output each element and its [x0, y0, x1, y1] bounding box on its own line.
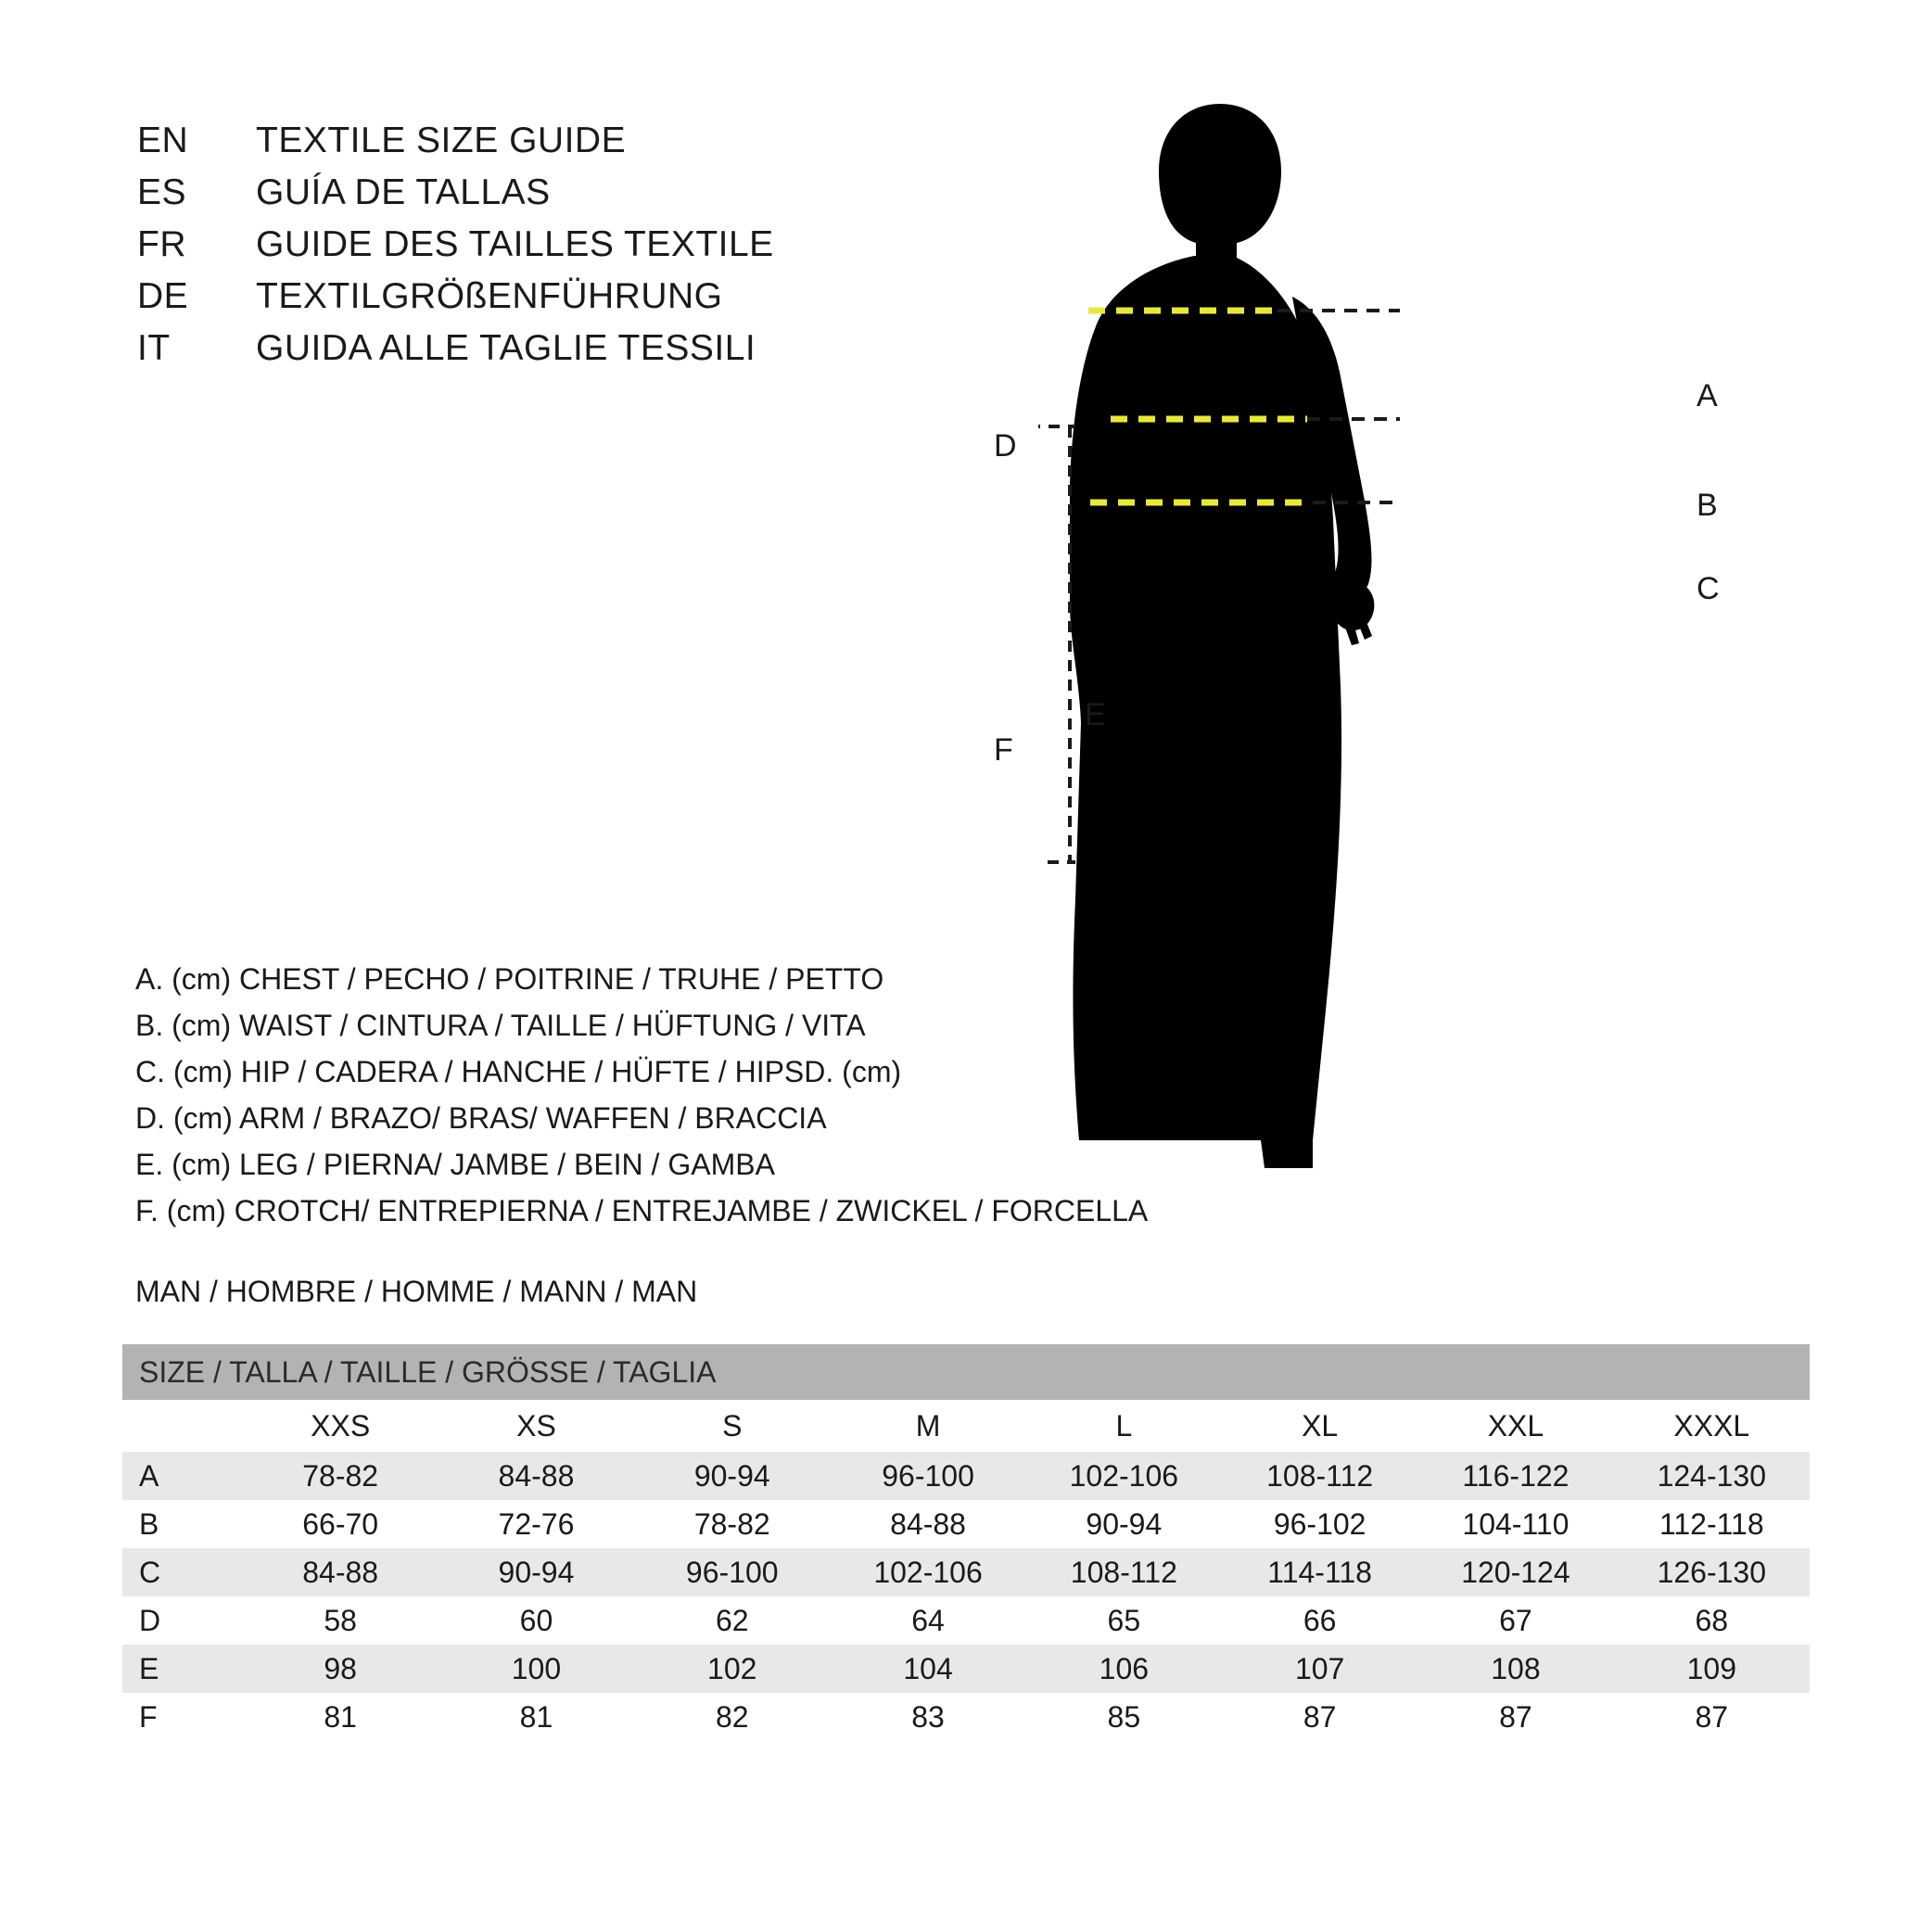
cell: 84-88: [243, 1548, 439, 1596]
cell: 106: [1026, 1645, 1222, 1693]
cell: 112-118: [1614, 1500, 1810, 1548]
language-title: GUÍA DE TALLAS: [256, 172, 551, 212]
row-label-e: E: [122, 1645, 243, 1693]
legend-item-d: D. (cm) ARM / BRAZO/ BRAS/ WAFFEN / BRACCIA: [135, 1101, 827, 1135]
cell: 60: [439, 1596, 634, 1645]
cell: 124-130: [1614, 1452, 1810, 1500]
dimension-label-f: F: [994, 732, 1013, 768]
cell: 90-94: [634, 1452, 830, 1500]
cell: 87: [1614, 1693, 1810, 1741]
legend-item-a: A. (cm) CHEST / PECHO / POITRINE / TRUHE / PETTO: [135, 962, 884, 996]
legend-item-f: F. (cm) CROTCH/ ENTREPIERNA / ENTREJAMBE / ZWICKEL / FORCELLA: [135, 1194, 1149, 1227]
cell: 64: [830, 1596, 1025, 1645]
cell: 83: [830, 1693, 1025, 1741]
cell: 81: [439, 1693, 634, 1741]
cell: 108: [1417, 1645, 1613, 1693]
language-row: [137, 224, 972, 276]
cell: 104: [830, 1645, 1025, 1693]
dimension-label-b: B: [1697, 488, 1718, 523]
cell: 84-88: [439, 1452, 634, 1500]
cell: 90-94: [439, 1548, 634, 1596]
cell: 87: [1222, 1693, 1417, 1741]
cell: 78-82: [243, 1452, 439, 1500]
cell: 90-94: [1026, 1500, 1222, 1548]
column-header-l: L: [1026, 1400, 1222, 1452]
cell: 100: [439, 1645, 634, 1693]
cell: 126-130: [1614, 1548, 1810, 1596]
language-title: GUIDE DES TAILLES TEXTILE: [256, 224, 774, 264]
cell: 120-124: [1417, 1548, 1613, 1596]
table-row: [122, 1596, 1810, 1645]
cell: 109: [1614, 1645, 1810, 1693]
dimension-label-d: D: [994, 428, 1017, 464]
row-label-b: B: [122, 1500, 243, 1548]
cell: 87: [1417, 1693, 1613, 1741]
cell: 102-106: [830, 1548, 1025, 1596]
cell: 82: [634, 1693, 830, 1741]
language-title: TEXTILE SIZE GUIDE: [256, 121, 627, 160]
table-title: SIZE / TALLA / TAILLE / GRÖSSE / TAGLIA: [122, 1344, 1810, 1400]
table-row: [122, 1548, 1810, 1596]
cell: 108-112: [1026, 1548, 1222, 1596]
cell: 104-110: [1417, 1500, 1613, 1548]
table-row: [122, 1452, 1810, 1500]
column-header-xxxl: XXXL: [1614, 1400, 1810, 1452]
language-code: DE: [137, 276, 189, 316]
cell: 65: [1026, 1596, 1222, 1645]
cell: 108-112: [1222, 1452, 1417, 1500]
cell: 68: [1614, 1596, 1810, 1645]
cell: 102-106: [1026, 1452, 1222, 1500]
language-title: GUIDA ALLE TAGLIE TESSILI: [256, 328, 756, 368]
dimension-label-c: C: [1697, 571, 1720, 606]
silhouette-shape: [1070, 104, 1374, 1168]
cell: 96-100: [634, 1548, 830, 1596]
column-header-xxs: XXS: [243, 1400, 439, 1452]
legend-item-c: C. (cm) HIP / CADERA / HANCHE / HÜFTE / HIPSD. (cm): [135, 1055, 902, 1088]
cell: 84-88: [830, 1500, 1025, 1548]
measurement-diagram: [994, 83, 1826, 1214]
cell: 81: [243, 1693, 439, 1741]
language-code: FR: [137, 224, 186, 264]
cell: 116-122: [1417, 1452, 1613, 1500]
cell: 58: [243, 1596, 439, 1645]
table-title-row: [122, 1344, 1810, 1400]
cell: 62: [634, 1596, 830, 1645]
row-label-f: F: [122, 1693, 243, 1741]
cell: 114-118: [1222, 1548, 1417, 1596]
table-row: [122, 1500, 1810, 1548]
column-header-m: M: [830, 1400, 1025, 1452]
table-row: [122, 1693, 1810, 1741]
cell: 78-82: [634, 1500, 830, 1548]
column-header-xs: XS: [439, 1400, 634, 1452]
dimension-e-bracket: [1038, 426, 1075, 862]
column-header-xxl: XXL: [1417, 1400, 1613, 1452]
cell: 102: [634, 1645, 830, 1693]
cell: 67: [1417, 1596, 1613, 1645]
language-title-list: [137, 121, 972, 380]
table-row: [122, 1645, 1810, 1693]
column-header-xl: XL: [1222, 1400, 1417, 1452]
cell: 85: [1026, 1693, 1222, 1741]
cell: 96-102: [1222, 1500, 1417, 1548]
language-row: [137, 172, 972, 224]
legend-item-e: E. (cm) LEG / PIERNA/ JAMBE / BEIN / GAMBA: [135, 1148, 775, 1181]
language-code: IT: [137, 328, 171, 368]
row-label-c: C: [122, 1548, 243, 1596]
column-header-s: S: [634, 1400, 830, 1452]
table-header-row: [122, 1400, 1810, 1452]
cell: 66-70: [243, 1500, 439, 1548]
language-row: [137, 328, 972, 380]
dimension-label-a: A: [1697, 378, 1718, 413]
row-label-d: D: [122, 1596, 243, 1645]
language-code: EN: [137, 121, 189, 160]
cell: 107: [1222, 1645, 1417, 1693]
row-label-a: A: [122, 1452, 243, 1500]
table-corner-cell: [122, 1400, 243, 1452]
language-title: TEXTILGRÖßENFÜHRUNG: [256, 276, 723, 316]
cell: 72-76: [439, 1500, 634, 1548]
cell: 66: [1222, 1596, 1417, 1645]
language-row: [137, 121, 972, 172]
language-row: [137, 276, 972, 328]
language-code: ES: [137, 172, 187, 212]
dimension-label-e: E: [1085, 697, 1106, 732]
size-table: [122, 1344, 1810, 1741]
gender-label: MAN / HOMBRE / HOMME / MANN / MAN: [135, 1275, 698, 1308]
cell: 98: [243, 1645, 439, 1693]
cell: 96-100: [830, 1452, 1025, 1500]
man-silhouette-figure: [1038, 83, 1826, 1214]
legend-item-b: B. (cm) WAIST / CINTURA / TAILLE / HÜFTUNG / VITA: [135, 1009, 866, 1042]
